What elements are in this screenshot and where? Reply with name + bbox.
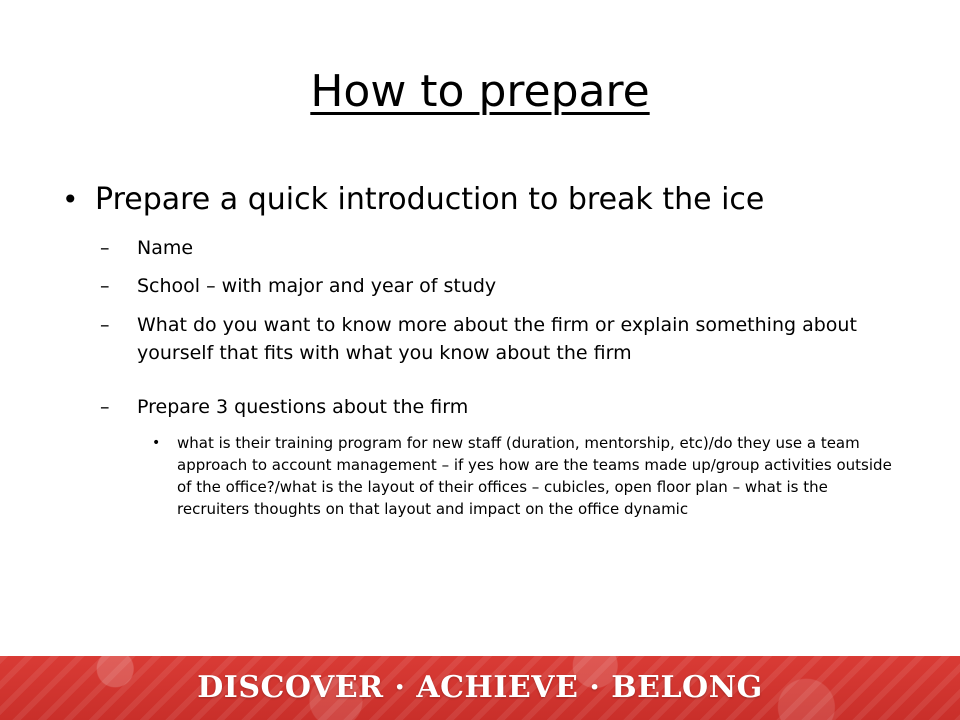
slide-title — [0, 62, 960, 122]
detail-bullet-text: what is their training program for new staff (duration, mentorship, etc)/do they use a team approach to account management – if yes how are the teams made up/group activities outside of the office?/what is the layout of their offices – cubicles, open floor plan – what is the recruiters thoughts on that layout and impact on the office dynamic — [177, 434, 892, 518]
sub-item-text: What do you want to know more about the firm or explain something about yourself that fits with what you know about the firm — [137, 314, 857, 364]
bullet-marker: • — [152, 435, 161, 451]
footer-banner — [0, 656, 960, 720]
sub-item-text: Prepare 3 questions about the firm — [137, 396, 469, 418]
dash-marker: – — [100, 275, 110, 297]
footer-tagline: DISCOVER · ACHIEVE · BELONG — [197, 670, 763, 705]
dash-marker: – — [100, 314, 110, 336]
sub-item-text: Name — [137, 237, 194, 259]
dash-marker: – — [100, 237, 110, 259]
main-bullet-text: Prepare a quick introduction to break the ice — [95, 182, 765, 217]
slide-title-text: How to prepare — [310, 66, 650, 117]
bullet-marker: • — [62, 183, 79, 216]
dash-marker: – — [100, 396, 110, 418]
sub-item-text: School – with major and year of study — [137, 275, 497, 297]
